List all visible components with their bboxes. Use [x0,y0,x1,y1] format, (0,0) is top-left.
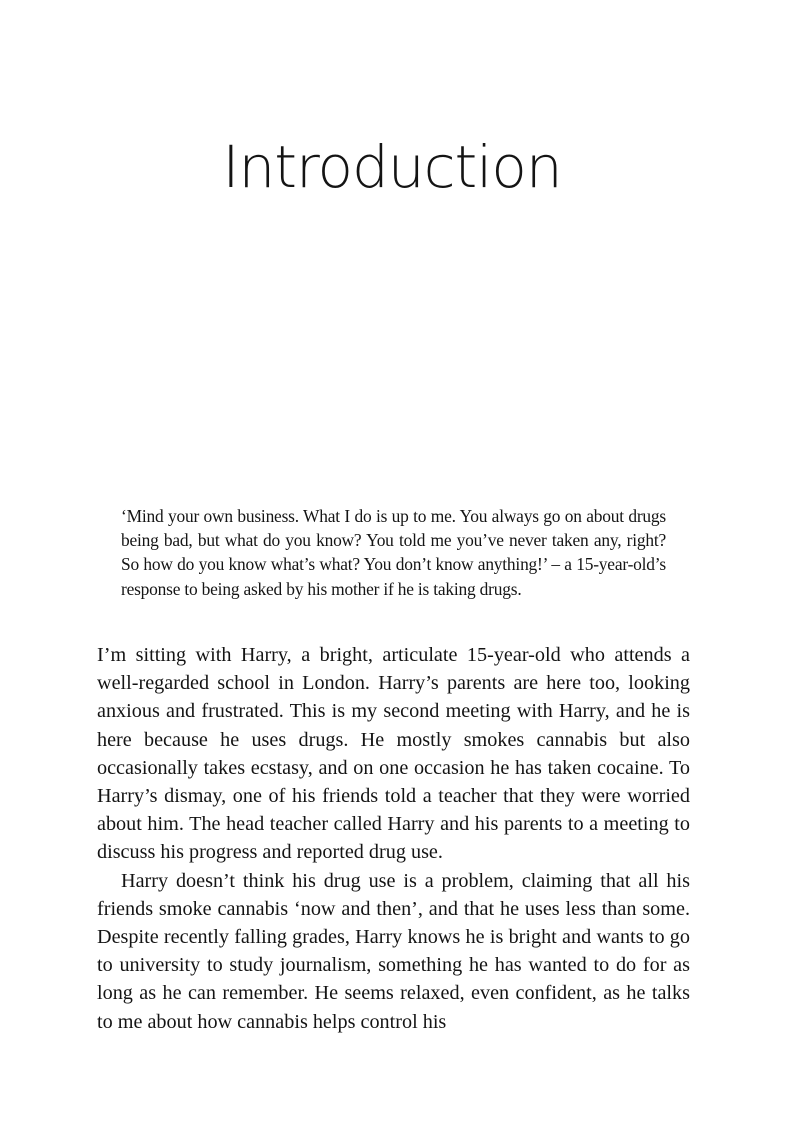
body-paragraph: I’m sitting with Harry, a bright, articulate 15-year-old who attends a well-regarded school in London. Harry’s parents are here too, looking anxious and frustrated. This is my second meeting with Harry, and he is here because he uses drugs. He mostly smokes cannabis but also occasionally takes ecstasy, and on one occasion he has taken cocaine. To Harry’s dismay, one of his friends told a teacher that they were worried about him. The head teacher called Harry and his parents to a meeting to discuss his progress and reported drug use. [97,644,690,864]
body-paragraph: Harry doesn’t think his drug use is a problem, claiming that all his friends smoke cannabis ‘now and then’, and that he uses less than some. Despite recently falling grades, Harry knows he is bright and wants to go to university to study journalism, something he has wanted to do for as long as he can remember. He seems relaxed, even confident, as he talks to me about how cannabis helps control his [97,869,690,1033]
body-text [97,641,690,1036]
epigraph-quote: ‘Mind your own business. What I do is up to me. You always go on about drugs being bad, but what do you know? You told me you’ve never taken any, right? So how do you know what’s what? You don’t know anything!’ – a 15-year-old’s response to being asked by his mother if he is taking drugs. [121,506,666,599]
chapter-title: Introduction [222,133,562,201]
